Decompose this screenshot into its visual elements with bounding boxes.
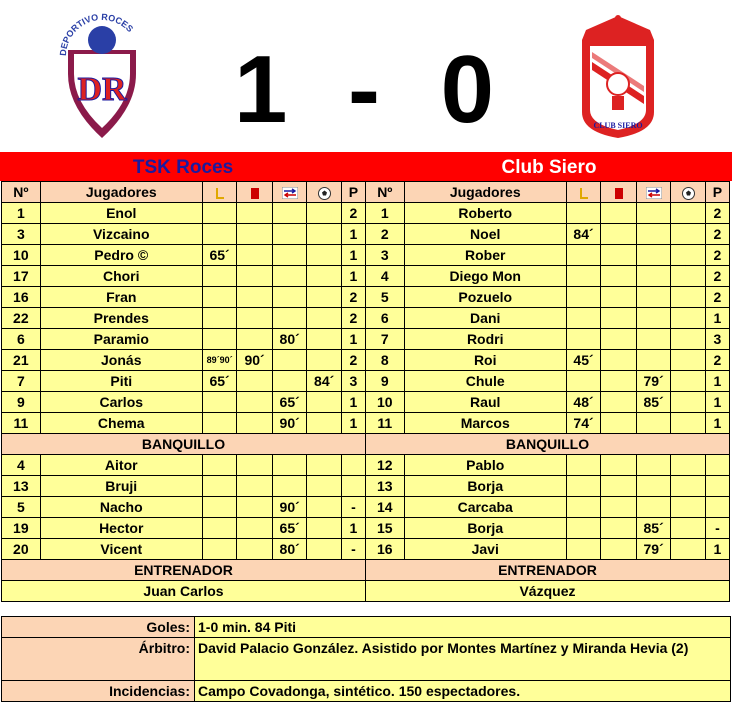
home-starters-num: 6 bbox=[2, 329, 41, 350]
home-starters-red bbox=[237, 329, 273, 350]
home-bench-p bbox=[341, 476, 365, 497]
away-starters-sub: 85´ bbox=[636, 392, 671, 413]
home-starters-p: 1 bbox=[341, 413, 365, 434]
away-starters-name: Chule bbox=[404, 371, 566, 392]
away-bench-num: 13 bbox=[365, 476, 404, 497]
home-starters-sub: 90´ bbox=[272, 413, 307, 434]
starter-row bbox=[2, 350, 730, 371]
away-bench-yellow bbox=[566, 518, 601, 539]
away-red-header bbox=[601, 182, 637, 203]
away-goal-header bbox=[671, 182, 706, 203]
away-starters-p: 2 bbox=[705, 266, 729, 287]
away-bench-sub bbox=[636, 497, 671, 518]
home-crest-text: DEPORTIVO ROCES bbox=[58, 12, 136, 57]
goals-label: Goles: bbox=[2, 617, 195, 638]
starter-row bbox=[2, 224, 730, 245]
home-bench-goal bbox=[307, 539, 342, 560]
away-starters-red bbox=[601, 224, 637, 245]
away-starters-yellow: 45´ bbox=[566, 350, 601, 371]
referee-row bbox=[2, 638, 731, 681]
coach-row bbox=[2, 560, 730, 581]
home-starters-p: 2 bbox=[341, 350, 365, 371]
away-starters-name: Noel bbox=[404, 224, 566, 245]
home-starters-num: 9 bbox=[2, 392, 41, 413]
starter-row bbox=[2, 329, 730, 350]
home-bench-num: 4 bbox=[2, 455, 41, 476]
home-starters-yellow bbox=[202, 224, 237, 245]
home-bench-red bbox=[237, 476, 273, 497]
bench-row bbox=[2, 476, 730, 497]
home-starters-goal bbox=[307, 329, 342, 350]
home-starters-num: 3 bbox=[2, 224, 41, 245]
starter-row bbox=[2, 392, 730, 413]
away-starters-yellow bbox=[566, 329, 601, 350]
home-starters-yellow bbox=[202, 266, 237, 287]
away-bench-red bbox=[601, 518, 637, 539]
home-starters-yellow bbox=[202, 287, 237, 308]
away-bench-yellow bbox=[566, 539, 601, 560]
away-starters-red bbox=[601, 413, 637, 434]
substitution-icon bbox=[646, 187, 662, 199]
home-starters-sub bbox=[272, 371, 307, 392]
home-starters-goal bbox=[307, 308, 342, 329]
away-coach-name: Vázquez bbox=[365, 581, 729, 602]
away-starters-num: 10 bbox=[365, 392, 404, 413]
away-bench-p: 1 bbox=[705, 539, 729, 560]
home-starters-sub bbox=[272, 350, 307, 371]
home-bench-sub: 65´ bbox=[272, 518, 307, 539]
away-starters-num: 2 bbox=[365, 224, 404, 245]
home-starters-yellow bbox=[202, 392, 237, 413]
away-starters-goal bbox=[671, 224, 706, 245]
away-starters-p: 2 bbox=[705, 224, 729, 245]
away-bench-sub bbox=[636, 476, 671, 497]
away-team-crest bbox=[572, 12, 664, 142]
away-starters-red bbox=[601, 371, 637, 392]
ball-icon bbox=[682, 187, 695, 200]
away-starters-p: 1 bbox=[705, 392, 729, 413]
starter-row bbox=[2, 413, 730, 434]
away-starters-sub bbox=[636, 245, 671, 266]
away-bench-goal bbox=[671, 476, 706, 497]
home-starters-num: 7 bbox=[2, 371, 41, 392]
home-starters-goal bbox=[307, 392, 342, 413]
home-bench-sub bbox=[272, 455, 307, 476]
away-starters-yellow bbox=[566, 203, 601, 224]
away-starters-name: Roi bbox=[404, 350, 566, 371]
home-bench-yellow bbox=[202, 476, 237, 497]
away-starters-name: Raul bbox=[404, 392, 566, 413]
starter-row bbox=[2, 203, 730, 224]
away-starters-sub bbox=[636, 287, 671, 308]
home-starters-red: 90´ bbox=[237, 350, 273, 371]
away-starters-name: Diego Mon bbox=[404, 266, 566, 287]
away-starters-p: 2 bbox=[705, 245, 729, 266]
away-starters-name: Marcos bbox=[404, 413, 566, 434]
home-bench-p: - bbox=[341, 539, 365, 560]
home-bench-goal bbox=[307, 497, 342, 518]
goals-value: 1-0 min. 84 Piti bbox=[195, 617, 731, 638]
home-bench-num: 19 bbox=[2, 518, 41, 539]
home-bench-yellow bbox=[202, 497, 237, 518]
away-starters-p: 2 bbox=[705, 287, 729, 308]
away-bench-red bbox=[601, 476, 637, 497]
substitution-icon bbox=[282, 187, 298, 199]
away-starters-p: 3 bbox=[705, 329, 729, 350]
home-team-crest bbox=[58, 12, 146, 142]
away-starters-p: 1 bbox=[705, 371, 729, 392]
home-bench-num: 5 bbox=[2, 497, 41, 518]
home-starters-sub bbox=[272, 203, 307, 224]
home-bench-sub: 80´ bbox=[272, 539, 307, 560]
home-starters-num: 22 bbox=[2, 308, 41, 329]
away-starters-yellow: 48´ bbox=[566, 392, 601, 413]
away-starters-name: Rober bbox=[404, 245, 566, 266]
home-starters-yellow: 65´ bbox=[202, 245, 237, 266]
home-starters-goal: 84´ bbox=[307, 371, 342, 392]
away-starters-red bbox=[601, 308, 637, 329]
away-starters-goal bbox=[671, 287, 706, 308]
home-goal-header bbox=[307, 182, 342, 203]
away-bench-num: 14 bbox=[365, 497, 404, 518]
away-p-header: P bbox=[705, 182, 729, 203]
referee-label: Árbitro: bbox=[2, 638, 195, 681]
starter-row bbox=[2, 287, 730, 308]
column-header-row bbox=[2, 182, 730, 203]
home-starters-yellow bbox=[202, 203, 237, 224]
home-p-header: P bbox=[341, 182, 365, 203]
home-starters-name: Carlos bbox=[40, 392, 202, 413]
home-starters-name: Pedro © bbox=[40, 245, 202, 266]
away-starters-yellow: 74´ bbox=[566, 413, 601, 434]
away-starters-goal bbox=[671, 203, 706, 224]
away-bench-goal bbox=[671, 455, 706, 476]
home-sub-header bbox=[272, 182, 307, 203]
away-bench-red bbox=[601, 455, 637, 476]
away-bench-red bbox=[601, 497, 637, 518]
incidents-value: Campo Covadonga, sintético. 150 espectadores. bbox=[195, 681, 731, 702]
home-starters-num: 21 bbox=[2, 350, 41, 371]
home-starters-name: Enol bbox=[40, 203, 202, 224]
away-starters-num: 1 bbox=[365, 203, 404, 224]
home-starters-p: 1 bbox=[341, 266, 365, 287]
away-coach-header: ENTRENADOR bbox=[365, 560, 729, 581]
away-starters-sub bbox=[636, 203, 671, 224]
away-bench-header: BANQUILLO bbox=[365, 434, 729, 455]
away-starters-num: 4 bbox=[365, 266, 404, 287]
away-starters-red bbox=[601, 245, 637, 266]
away-crest-text: CLUB SIERO bbox=[593, 121, 643, 130]
home-score: 1 bbox=[233, 36, 290, 143]
red-card-icon bbox=[251, 188, 259, 199]
away-starters-p: 1 bbox=[705, 413, 729, 434]
referee-value: David Palacio González. Asistido por Montes Martínez y Miranda Hevia (2) bbox=[195, 638, 731, 681]
home-starters-red bbox=[237, 203, 273, 224]
away-bench-p bbox=[705, 455, 729, 476]
home-starters-goal bbox=[307, 203, 342, 224]
away-starters-name: Pozuelo bbox=[404, 287, 566, 308]
away-starters-sub bbox=[636, 329, 671, 350]
away-bench-name: Borja bbox=[404, 476, 566, 497]
home-starters-sub bbox=[272, 266, 307, 287]
home-red-header bbox=[237, 182, 273, 203]
away-starters-red bbox=[601, 287, 637, 308]
home-starters-sub bbox=[272, 287, 307, 308]
away-starters-name: Dani bbox=[404, 308, 566, 329]
away-bench-yellow bbox=[566, 497, 601, 518]
away-starters-red bbox=[601, 266, 637, 287]
away-bench-name: Borja bbox=[404, 518, 566, 539]
scoreboard bbox=[220, 36, 510, 143]
home-starters-p: 2 bbox=[341, 308, 365, 329]
away-starters-p: 1 bbox=[705, 308, 729, 329]
ball-icon bbox=[318, 187, 331, 200]
away-yellow-header bbox=[566, 182, 601, 203]
away-bench-name: Carcaba bbox=[404, 497, 566, 518]
away-bench-sub bbox=[636, 455, 671, 476]
away-starters-goal bbox=[671, 308, 706, 329]
home-starters-red bbox=[237, 266, 273, 287]
home-starters-red bbox=[237, 392, 273, 413]
home-bench-num: 20 bbox=[2, 539, 41, 560]
home-bench-red bbox=[237, 455, 273, 476]
home-starters-goal bbox=[307, 287, 342, 308]
home-starters-p: 1 bbox=[341, 329, 365, 350]
home-starters-yellow bbox=[202, 308, 237, 329]
away-starters-goal bbox=[671, 371, 706, 392]
away-team-name: Club Siero bbox=[501, 157, 597, 178]
home-bench-yellow bbox=[202, 455, 237, 476]
home-starters-p: 1 bbox=[341, 392, 365, 413]
away-bench-goal bbox=[671, 497, 706, 518]
away-players-header: Jugadores bbox=[404, 182, 566, 203]
away-starters-sub: 79´ bbox=[636, 371, 671, 392]
home-starters-name: Piti bbox=[40, 371, 202, 392]
bench-row bbox=[2, 539, 730, 560]
away-number-header: Nº bbox=[365, 182, 404, 203]
away-starters-num: 5 bbox=[365, 287, 404, 308]
away-bench-p: - bbox=[705, 518, 729, 539]
home-starters-red bbox=[237, 413, 273, 434]
home-starters-red bbox=[237, 224, 273, 245]
coach-name-row bbox=[2, 581, 730, 602]
home-bench-p: - bbox=[341, 497, 365, 518]
home-bench-goal bbox=[307, 518, 342, 539]
home-starters-p: 1 bbox=[341, 224, 365, 245]
home-starters-goal bbox=[307, 413, 342, 434]
away-starters-p: 2 bbox=[705, 203, 729, 224]
away-sub-header bbox=[636, 182, 671, 203]
home-starters-name: Chori bbox=[40, 266, 202, 287]
away-bench-goal bbox=[671, 539, 706, 560]
away-starters-num: 3 bbox=[365, 245, 404, 266]
away-bench-name: Javi bbox=[404, 539, 566, 560]
away-starters-num: 6 bbox=[365, 308, 404, 329]
away-starters-num: 8 bbox=[365, 350, 404, 371]
starter-row bbox=[2, 371, 730, 392]
home-bench-red bbox=[237, 497, 273, 518]
away-starters-num: 9 bbox=[365, 371, 404, 392]
away-starters-yellow bbox=[566, 287, 601, 308]
away-starters-yellow bbox=[566, 266, 601, 287]
away-starters-goal bbox=[671, 392, 706, 413]
home-starters-p: 2 bbox=[341, 287, 365, 308]
home-coach-name: Juan Carlos bbox=[2, 581, 366, 602]
away-score: 0 bbox=[440, 36, 497, 143]
home-starters-p: 1 bbox=[341, 245, 365, 266]
yellow-card-icon bbox=[215, 187, 225, 199]
away-bench-num: 12 bbox=[365, 455, 404, 476]
home-starters-goal bbox=[307, 266, 342, 287]
home-starters-num: 1 bbox=[2, 203, 41, 224]
home-bench-p: 1 bbox=[341, 518, 365, 539]
bench-row bbox=[2, 497, 730, 518]
home-starters-num: 17 bbox=[2, 266, 41, 287]
home-starters-red bbox=[237, 287, 273, 308]
away-bench-p bbox=[705, 476, 729, 497]
home-starters-p: 3 bbox=[341, 371, 365, 392]
away-bench-p bbox=[705, 497, 729, 518]
away-starters-red bbox=[601, 392, 637, 413]
home-bench-header: BANQUILLO bbox=[2, 434, 366, 455]
bench-row bbox=[2, 434, 730, 455]
home-starters-sub: 65´ bbox=[272, 392, 307, 413]
away-starters-sub bbox=[636, 224, 671, 245]
home-starters-name: Chema bbox=[40, 413, 202, 434]
home-starters-red bbox=[237, 245, 273, 266]
away-starters-yellow bbox=[566, 371, 601, 392]
away-starters-name: Rodri bbox=[404, 329, 566, 350]
away-bench-name: Pablo bbox=[404, 455, 566, 476]
incidents-row bbox=[2, 681, 731, 702]
home-starters-name: Paramio bbox=[40, 329, 202, 350]
home-starters-yellow bbox=[202, 329, 237, 350]
home-starters-yellow bbox=[202, 413, 237, 434]
home-bench-p bbox=[341, 455, 365, 476]
home-starters-goal bbox=[307, 245, 342, 266]
away-starters-goal bbox=[671, 266, 706, 287]
home-starters-name: Fran bbox=[40, 287, 202, 308]
home-bench-sub bbox=[272, 476, 307, 497]
away-bench-goal bbox=[671, 518, 706, 539]
away-starters-sub bbox=[636, 308, 671, 329]
home-starters-num: 11 bbox=[2, 413, 41, 434]
away-starters-red bbox=[601, 203, 637, 224]
home-number-header: Nº bbox=[2, 182, 41, 203]
lineups-table bbox=[1, 181, 730, 602]
away-bench-num: 16 bbox=[365, 539, 404, 560]
away-bench-sub: 85´ bbox=[636, 518, 671, 539]
home-starters-p: 2 bbox=[341, 203, 365, 224]
away-bench-sub: 79´ bbox=[636, 539, 671, 560]
starter-row bbox=[2, 308, 730, 329]
away-starters-p: 2 bbox=[705, 350, 729, 371]
home-starters-yellow: 89´90´ bbox=[202, 350, 237, 371]
home-starters-sub: 80´ bbox=[272, 329, 307, 350]
away-bench-num: 15 bbox=[365, 518, 404, 539]
home-bench-sub: 90´ bbox=[272, 497, 307, 518]
score-separator: - bbox=[348, 36, 382, 143]
home-starters-num: 16 bbox=[2, 287, 41, 308]
home-bench-name: Bruji bbox=[40, 476, 202, 497]
starter-row bbox=[2, 266, 730, 287]
home-starters-sub bbox=[272, 245, 307, 266]
starter-row bbox=[2, 245, 730, 266]
away-starters-num: 11 bbox=[365, 413, 404, 434]
home-bench-goal bbox=[307, 476, 342, 497]
home-bench-red bbox=[237, 518, 273, 539]
home-bench-num: 13 bbox=[2, 476, 41, 497]
home-starters-goal bbox=[307, 350, 342, 371]
away-starters-goal bbox=[671, 413, 706, 434]
home-starters-goal bbox=[307, 224, 342, 245]
away-bench-red bbox=[601, 539, 637, 560]
away-starters-goal bbox=[671, 329, 706, 350]
red-card-icon bbox=[615, 188, 623, 199]
home-starters-red bbox=[237, 371, 273, 392]
bench-row bbox=[2, 518, 730, 539]
yellow-card-icon bbox=[579, 187, 589, 199]
home-crest-initials: DR bbox=[77, 71, 127, 108]
home-starters-num: 10 bbox=[2, 245, 41, 266]
away-starters-goal bbox=[671, 350, 706, 371]
away-starters-yellow bbox=[566, 245, 601, 266]
home-players-header: Jugadores bbox=[40, 182, 202, 203]
home-starters-name: Vizcaino bbox=[40, 224, 202, 245]
away-bench-yellow bbox=[566, 476, 601, 497]
home-starters-yellow: 65´ bbox=[202, 371, 237, 392]
away-starters-num: 7 bbox=[365, 329, 404, 350]
away-starters-sub bbox=[636, 413, 671, 434]
home-starters-sub bbox=[272, 224, 307, 245]
home-starters-sub bbox=[272, 308, 307, 329]
home-coach-header: ENTRENADOR bbox=[2, 560, 366, 581]
incidents-label: Incidencias: bbox=[2, 681, 195, 702]
away-starters-sub bbox=[636, 350, 671, 371]
home-team-name: TSK Roces bbox=[132, 157, 234, 178]
match-info-table bbox=[1, 616, 731, 702]
home-starters-name: Prendes bbox=[40, 308, 202, 329]
home-bench-name: Hector bbox=[40, 518, 202, 539]
home-bench-red bbox=[237, 539, 273, 560]
home-bench-goal bbox=[307, 455, 342, 476]
away-starters-sub bbox=[636, 266, 671, 287]
home-bench-name: Nacho bbox=[40, 497, 202, 518]
score-header bbox=[0, 0, 732, 152]
away-starters-red bbox=[601, 329, 637, 350]
bench-row bbox=[2, 455, 730, 476]
home-bench-name: Vicent bbox=[40, 539, 202, 560]
away-starters-goal bbox=[671, 245, 706, 266]
away-starters-yellow: 84´ bbox=[566, 224, 601, 245]
away-starters-yellow bbox=[566, 308, 601, 329]
away-bench-yellow bbox=[566, 455, 601, 476]
home-starters-red bbox=[237, 308, 273, 329]
home-bench-yellow bbox=[202, 539, 237, 560]
home-yellow-header bbox=[202, 182, 237, 203]
home-starters-name: Jonás bbox=[40, 350, 202, 371]
away-starters-red bbox=[601, 350, 637, 371]
away-starters-name: Roberto bbox=[404, 203, 566, 224]
team-names-bar bbox=[0, 152, 732, 181]
home-bench-yellow bbox=[202, 518, 237, 539]
goals-row bbox=[2, 617, 731, 638]
home-bench-name: Aitor bbox=[40, 455, 202, 476]
